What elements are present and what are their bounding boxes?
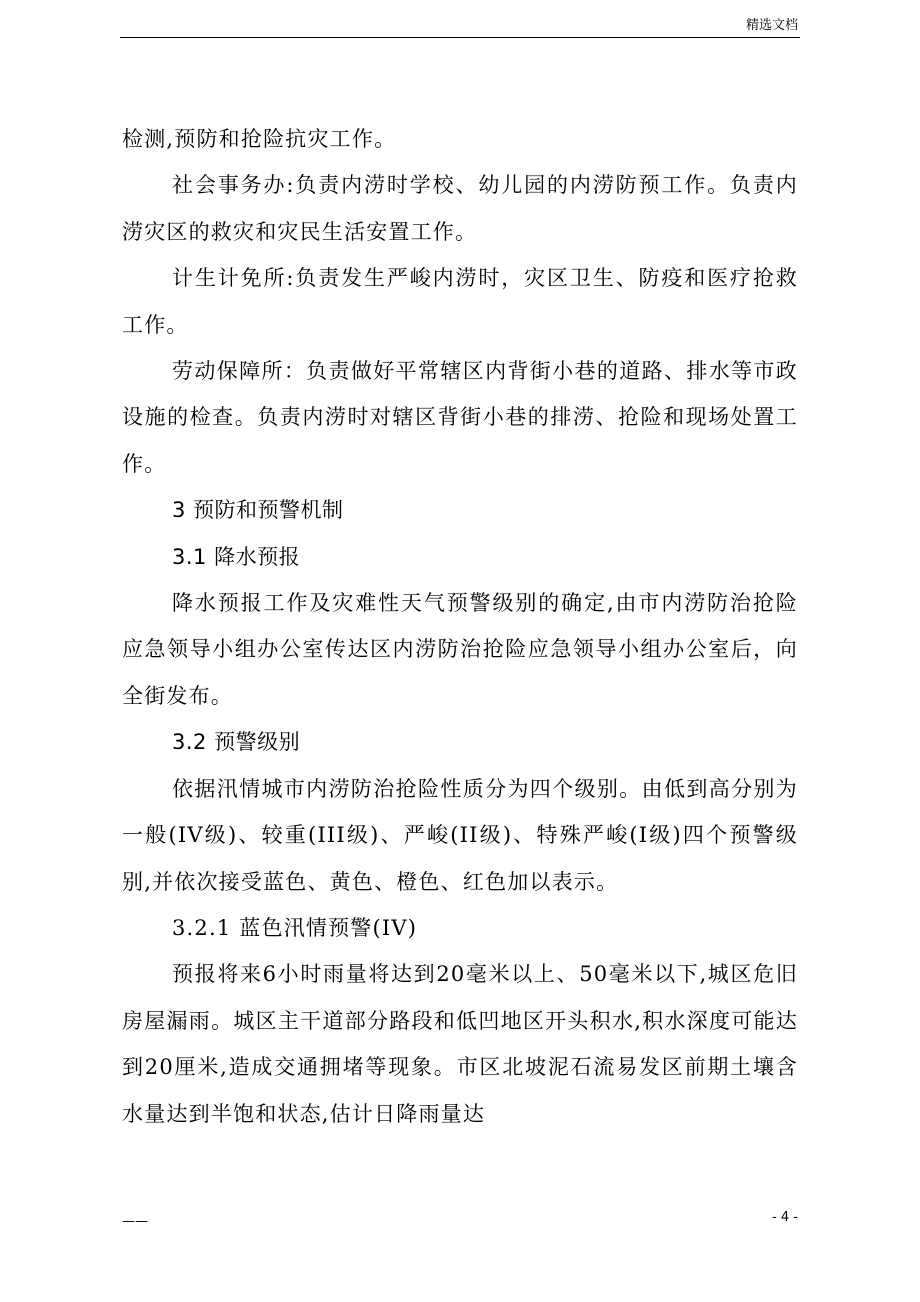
paragraph-forecast: 降水预报工作及灾难性天气预警级别的确定,由市内涝防治抢险应急领导小组办公室传达区内涝防治抢险应急领导小组办公室后，向全街发布。 [122, 591, 798, 708]
footer-dash: —— [122, 1214, 148, 1229]
section-heading-3: 3 预防和预警机制 [172, 498, 344, 523]
section-heading-3-2-1: 3.2.1 蓝色汛情预警(IV) [172, 915, 418, 940]
section-heading-3-2: 3.2 预警级别 [172, 730, 301, 755]
header-label: 精选文档 [745, 18, 798, 33]
paragraph-social-affairs: 社会事务办:负责内涝时学校、幼儿园的内涝防预工作。负责内涝灾区的救灾和灾民生活安置工作。 [122, 173, 798, 244]
paragraph-warning-levels: 依据汛情城市内涝防治抢险性质分为四个级别。由低到高分别为一般(IV级)、较重(III级)、严峻(II级)、特殊严峻(I级)四个预警级别,并依次接受蓝色、黄色、橙色、红色加以表示。 [122, 776, 798, 894]
paragraph-continuation: 检测,预防和抢险抗灾工作。 [122, 127, 397, 151]
page-number: - 4 - [772, 1210, 798, 1225]
paragraph-blue-warning: 预报将来6小时雨量将达到20毫米以上、50毫米以下,城区危旧房屋漏雨。城区主干道部分路段和低凹地区开头积水,积水深度可能达到20厘米,造成交通拥堵等现象。市区北坡泥石流易发区前期土壤含水量达到半饱和状态,估计日降雨量达 [122, 962, 798, 1126]
header-rule [120, 37, 800, 38]
section-heading-3-1: 3.1 降水预报 [172, 544, 301, 569]
paragraph-labor-security: 劳动保障所：负责做好平常辖区内背街小巷的道路、排水等市政设施的检查。负责内涝时对辖区背街小巷的排涝、抢险和现场处置工作。 [122, 359, 798, 476]
document-body [122, 116, 798, 1137]
paragraph-family-planning: 计生计免所:负责发生严峻内涝时，灾区卫生、防疫和医疗抢救工作。 [122, 266, 798, 337]
